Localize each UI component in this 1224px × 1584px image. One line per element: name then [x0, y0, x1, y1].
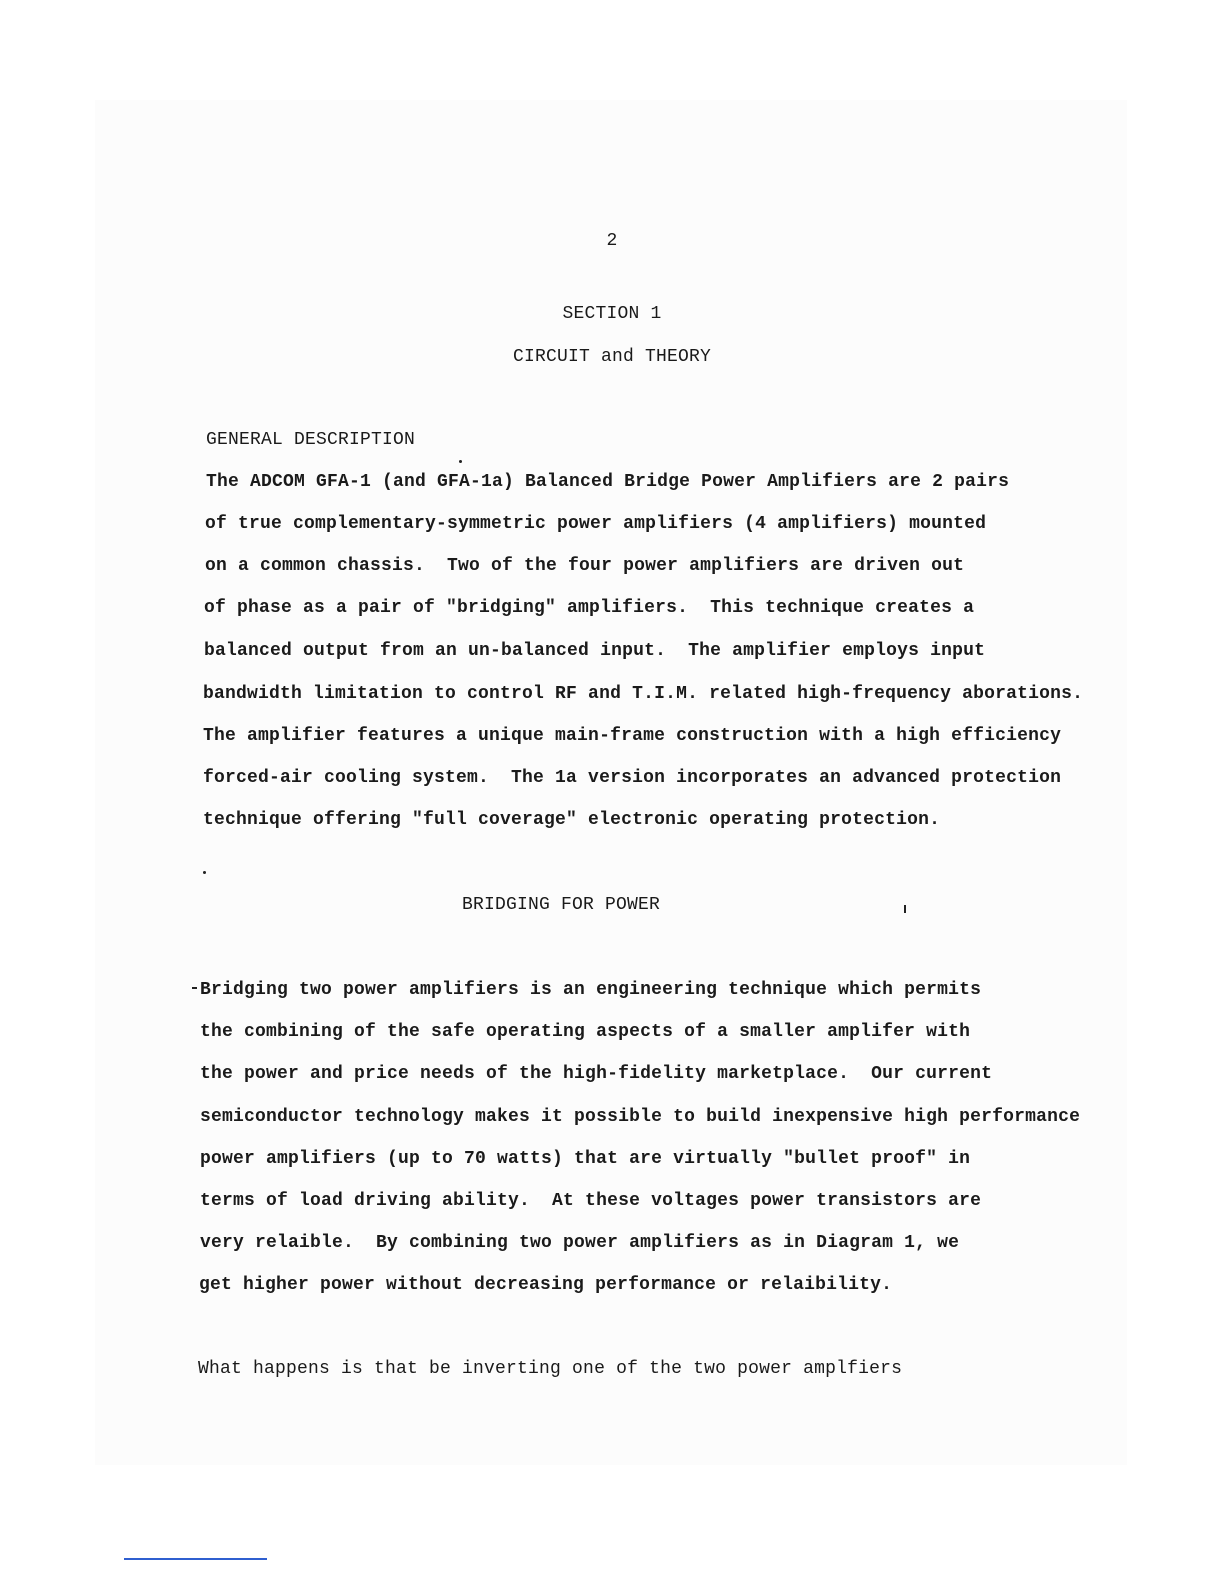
general-description-heading: GENERAL DESCRIPTION — [206, 430, 416, 450]
bridging-line: get higher power without decreasing performance or relaibility. — [199, 1275, 893, 1295]
bridging-line: the combining of the safe operating aspects of a smaller amplifer with — [200, 1022, 971, 1042]
general-description-line: forced-air cooling system. The 1a version incorporates an advanced protection — [203, 768, 1062, 788]
section-label: SECTION 1 — [562, 304, 662, 324]
general-description-line: technique offering "full coverage" electronic operating protection. — [203, 810, 941, 830]
general-description-line: of phase as a pair of "bridging" amplifiers. This technique creates a — [204, 598, 975, 618]
scan-speck — [459, 460, 462, 463]
bridging-line: very relaible. By combining two power amplifiers as in Diagram 1, we — [200, 1233, 960, 1253]
section-subtitle: CIRCUIT and THEORY — [512, 347, 712, 367]
bridging-for-power-heading: BRIDGING FOR POWER — [462, 895, 661, 915]
scan-mark — [192, 987, 197, 989]
footer-rule — [124, 1558, 267, 1560]
page-number: 2 — [606, 231, 618, 251]
general-description-line: balanced output from an un-balanced input. The amplifier employs input — [204, 641, 986, 661]
bridging-line: terms of load driving ability. At these voltages power transistors are — [200, 1191, 982, 1211]
general-description-line: bandwidth limitation to control RF and T.I.M. related high-frequency aborations. — [203, 684, 1084, 704]
bridging-line: Bridging two power amplifiers is an engineering technique which permits — [200, 980, 982, 1000]
general-description-line: on a common chassis. Two of the four power amplifiers are driven out — [205, 556, 965, 576]
bridging-line: semiconductor technology makes it possible to build inexpensive high performance — [200, 1107, 1081, 1127]
scan-mark — [904, 905, 906, 913]
bridging-line: the power and price needs of the high-fidelity marketplace. Our current — [200, 1064, 993, 1084]
continuation-line: What happens is that be inverting one of the two power amplfiers — [198, 1359, 903, 1379]
general-description-line: The amplifier features a unique main-frame construction with a high efficiency — [203, 726, 1062, 746]
general-description-line: of true complementary-symmetric power amplifiers (4 amplifiers) mounted — [205, 514, 987, 534]
scan-speck — [203, 871, 206, 874]
bridging-line: power amplifiers (up to 70 watts) that are virtually "bullet proof" in — [200, 1149, 971, 1169]
general-description-line: The ADCOM GFA-1 (and GFA-1a) Balanced Bridge Power Amplifiers are 2 pairs — [206, 472, 1010, 492]
